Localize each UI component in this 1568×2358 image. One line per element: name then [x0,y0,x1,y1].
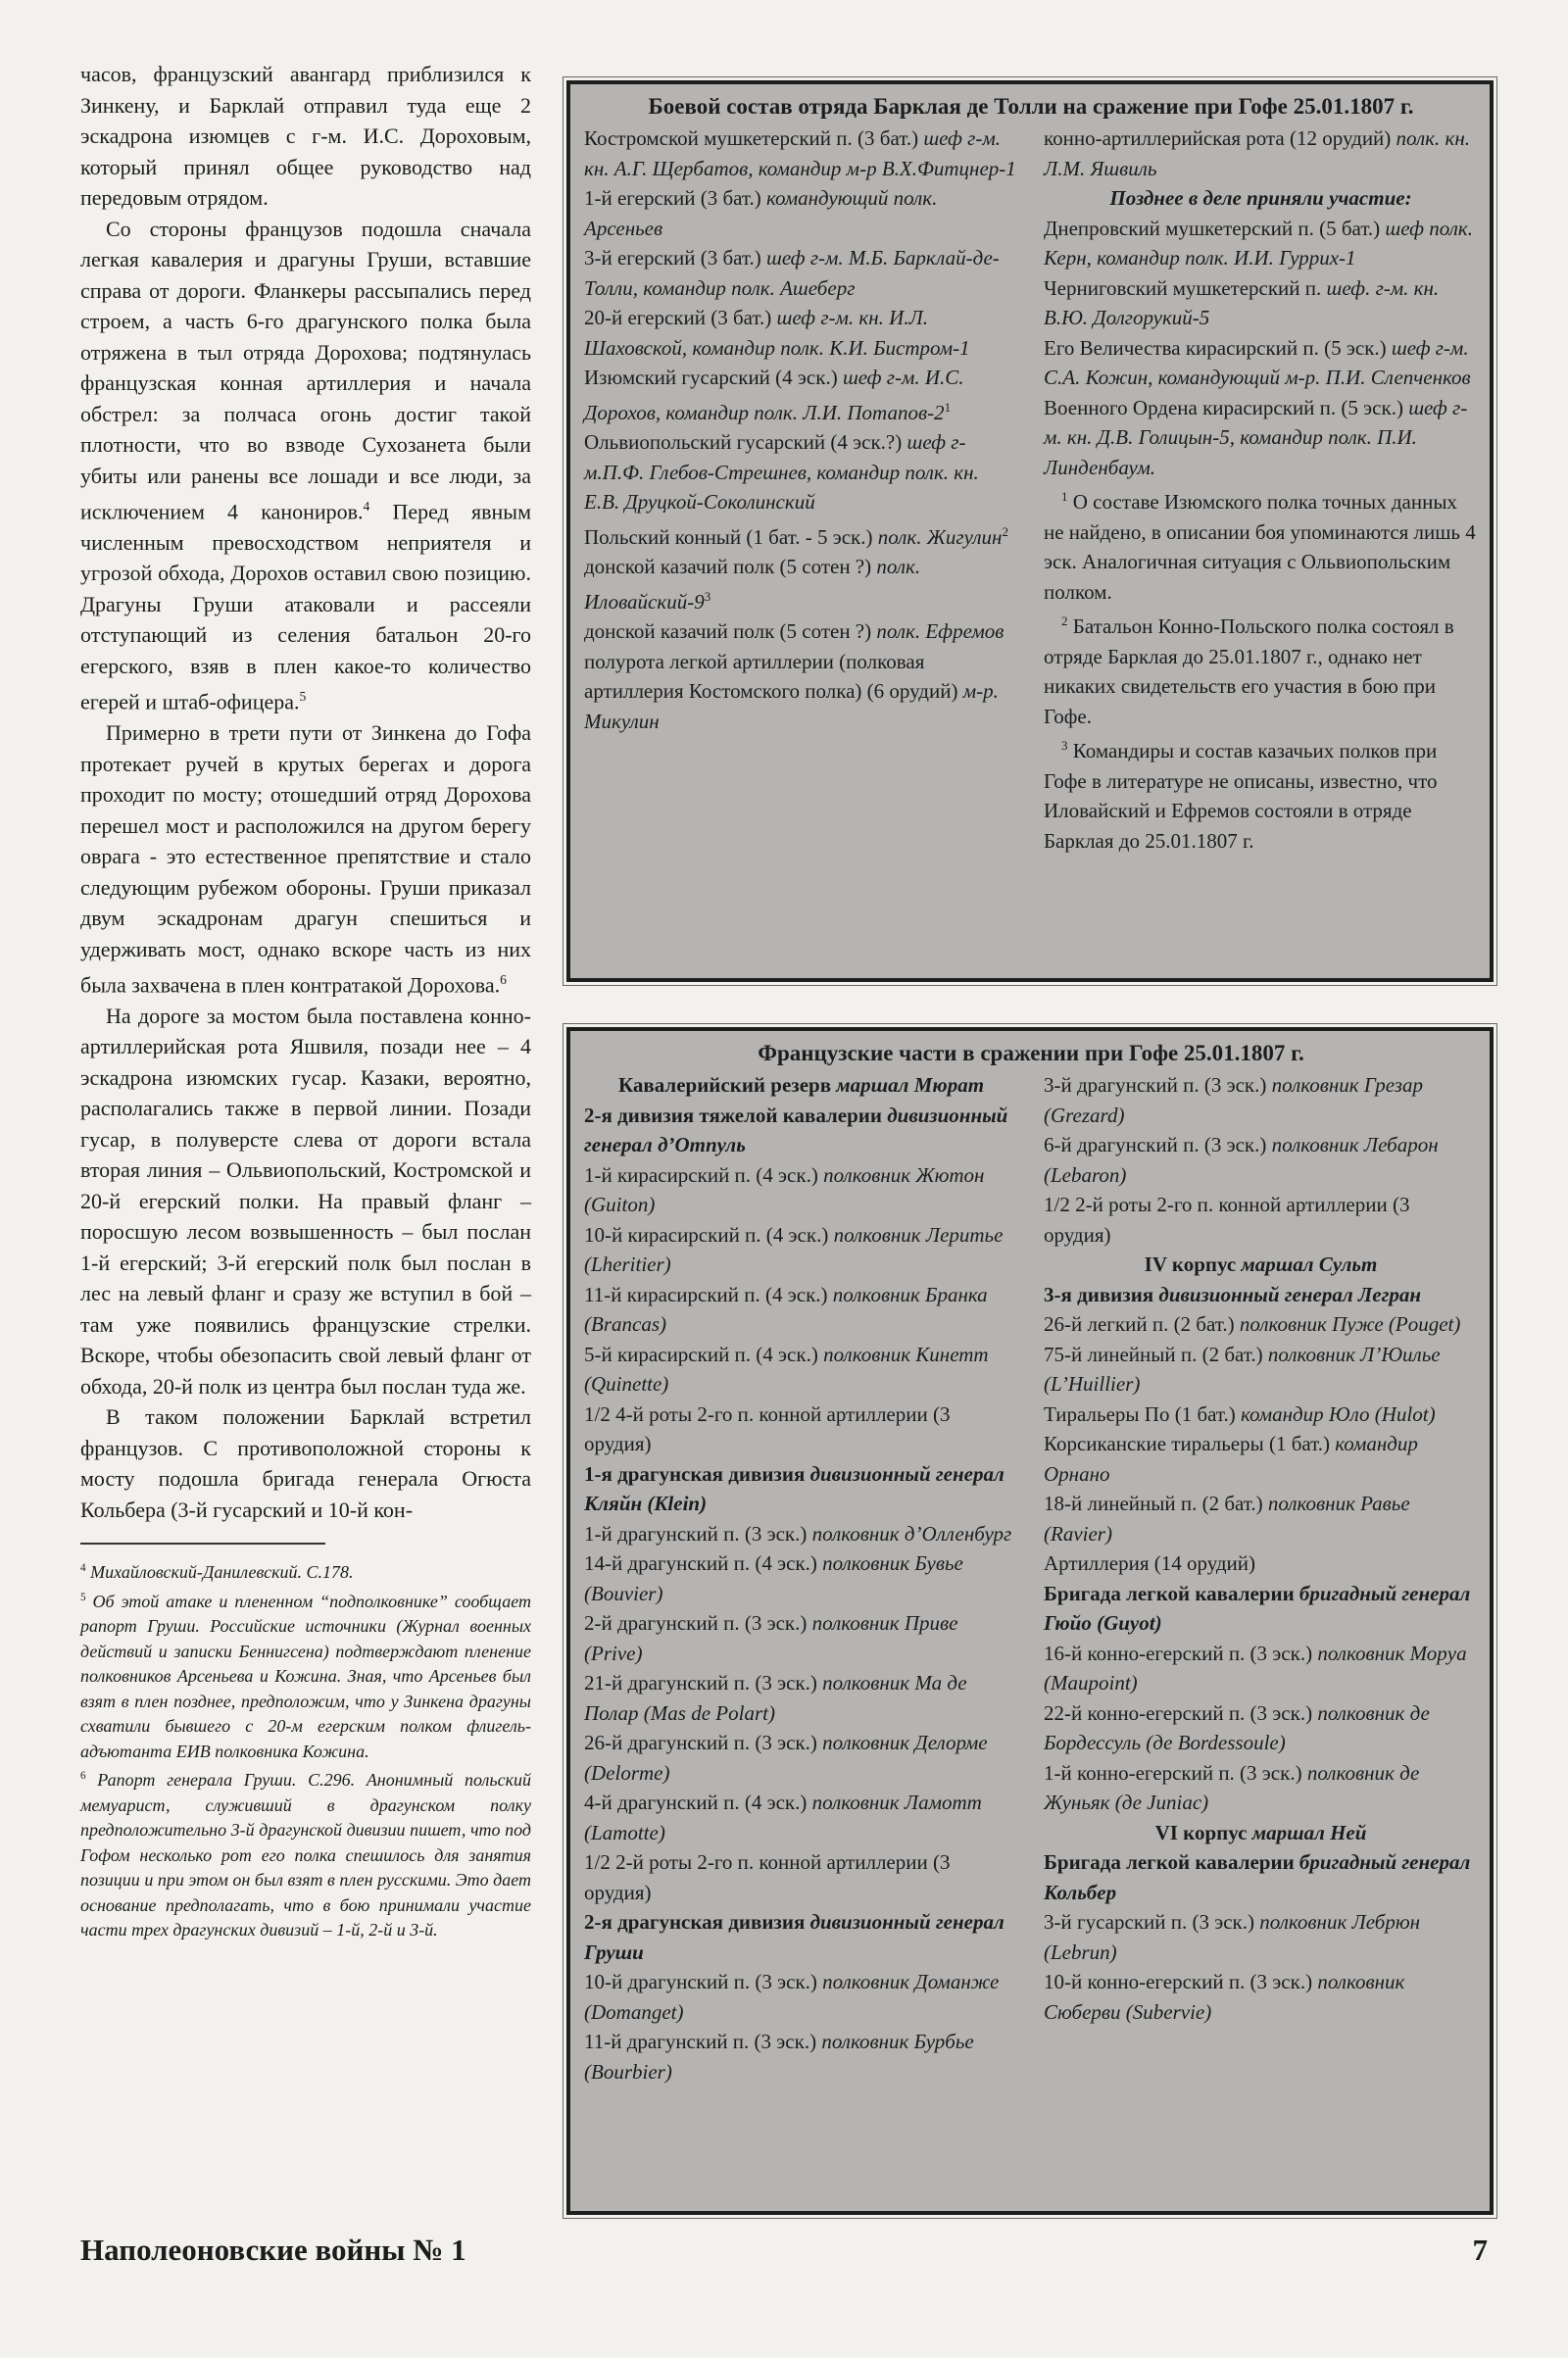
unit-entry [1044,1309,1478,1340]
footnote-5: $^5$ Об этой атаке и плененном “подполковнике” сообщает рапорт Груши. Российские источники (Журнал военных действий и записки Беннигсена) подтверждают пленение полковников Арсеньева и Кожина. Зная, что Арсеньев был взят в плен позднее, предположим, что у Зинкена драгуны схватили бывшего с 20-м егерским полком флигель-адъютанта ЕИВ полковника Кожина. [80,1591,532,1761]
commander: полковник Бурбье (Bourbier) [584,2030,974,2084]
division-heading [584,1459,1018,1519]
box2-left-column [584,1070,1018,2087]
unit-entry [1044,1548,1478,1579]
unit-name: 11-й драгунский п. (3 эск.) [584,2030,817,2053]
french-units-box [566,1027,1494,2215]
paragraph-5: В таком положении Барклай встретил французов. С противоположной стороны к мосту подошла бригада генерала Огюста Кольбера (3-й гусарский и 10-й кон- [80,1404,531,1522]
unit-name: 10-й драгунский п. (3 эск.) [584,1970,817,1993]
commander: полк. Ефремов [876,619,1004,643]
commander: дивизионный генерал Легран [1158,1282,1421,1306]
box2-title: Французские части в сражении при Гофе 25.01.1807 г. [758,1041,1304,1065]
unit-name: Костромской мушкетерский п. (3 бат.) [584,126,919,150]
unit-name: 1-й егерский (3 бат.) [584,186,761,210]
unit-entry [1044,273,1478,333]
unit-entry [584,1160,1018,1220]
commander: бригадный генерал Кольбер [1044,1850,1471,1904]
journal-title: Наполеоновские войны № 1 [80,2233,466,2267]
division-heading [584,1101,1018,1160]
note-number: 1 [1061,489,1068,504]
unit-name: полурота легкой артиллерии (полковая артиллерия Костомского полка) (6 орудий) [584,649,958,703]
division-heading [1044,1579,1478,1639]
corps-heading [584,1070,1018,1101]
commander: полковник Моpуа (Maupoint) [1044,1641,1467,1695]
commander: полковник Пуже (Pouget) [1239,1312,1461,1336]
unit-name: 2-я дивизия тяжелой кавалерии [584,1103,883,1127]
unit-entry [584,183,1018,243]
commander: бригадный генерал Гюйо (Guyot) [1044,1581,1471,1635]
footnotes [80,1556,531,1943]
unit-name: 3-й драгунский п. (3 эск.) [1044,1073,1267,1097]
commander: полковник де Бордессуль (де Bordessoule) [1044,1700,1430,1754]
commander: шеф. г-м. кн. В.Ю. Долгорукий-5 [1044,275,1440,329]
paragraph-3: Примерно в трети пути от Зинкена до Гофа протекает ручей в крутых берегах и дорога проходит по мосту; отошедший отряд Дорохова перешел мост и расположился на другом берегу оврага - это естественное препятствие и стало следующим рубежом обороны. Груши приказал двум эскадронам драгун спешиться и удерживать мост, однако вскоре часть из них была захвачена в плен контратакой Дорохова.$^6$ [80,720,531,998]
footnote-divider [80,1543,325,1545]
unit-name: 2-я драгунская дивизия [584,1910,806,1934]
unit-entry [584,123,1018,183]
note-ref: 1 [944,399,952,415]
box1-left-column [584,123,1018,856]
unit-name: 11-й кирасирский п. (4 эск.) [584,1282,828,1306]
commander: полковник Лебрюн (Lebrun) [1044,1910,1421,1964]
box-note [1044,482,1478,607]
unit-name: 5-й кирасирский п. (4 эск.) [584,1342,818,1366]
paragraph-1: часов, французский авангард приблизился к Зинкену, и Барклай отправил туда еще 2 эскадрона изюмцев с г-м. И.С. Дороховым, который принял общее руководство над передовым отрядом. [80,62,531,210]
division-heading [1044,1847,1478,1907]
unit-name: 16-й конно-егерский п. (3 эск.) [1044,1641,1313,1665]
unit-name: Бригада легкой кавалерии [1044,1850,1295,1874]
unit-entry [1044,1907,1478,1967]
unit-name: Артиллерия (14 орудий) [1044,1551,1256,1575]
note-number: 2 [1061,614,1068,628]
commander: маршал Мюрат [836,1073,985,1097]
corps-heading [1044,1818,1478,1848]
footnote-ref-4: 4 [363,499,370,514]
commander: полк. Иловайский-9 [584,555,921,614]
unit-entry [584,303,1018,363]
commander: шеф г-м. кн. Д.В. Голицын-5, командир полк. П.И. Линденбаум. [1044,395,1468,479]
note-text: О составе Изюмского полка точных данных не найдено, в описании боя упоминаются лишь 4 эск. Аналогичная ситуация с Ольвиопольским полком. [1044,490,1476,604]
box-note [1044,731,1478,856]
unit-entry [584,1668,1018,1728]
commander: командир Орнано [1044,1432,1418,1486]
unit-name: конно-артиллерийская рота (12 орудий) [1044,126,1392,150]
unit-name: 20-й егерский (3 бат.) [584,306,772,329]
commander: дивизионный генерал Кляйн (Klein) [584,1461,1004,1515]
unit-entry [584,1548,1018,1608]
unit-entry [584,427,1018,517]
unit-entry [584,1340,1018,1400]
unit-name: Его Величества кирасирский п. (5 эск.) [1044,335,1387,360]
unit-entry [1044,333,1478,393]
unit-name: Днепровский мушкетерский п. (5 бат.) [1044,216,1381,240]
unit-name: 4-й драгунский п. (4 эск.) [584,1791,808,1814]
unit-entry [1044,1489,1478,1548]
unit-name: 1/2 2-й роты 2-го п. конной артиллерии (3 орудия) [1044,1193,1410,1247]
commander: дивизионный генерал д’Отпуль [584,1103,1008,1156]
footnote-6: $^6$ Рапорт генерала Груши. С.296. Анонимный польский мемуарист, служивший в драгунском полку предположительно 3-й драгунской дивизии пишет, что под Гофом несколько рот его полка спешилось для занятия позиции и при этом он был взят в плен русскими. Это дает основание предполагать, что в бою принимали участие части трех драгунских дивизий – 1-й, 2-й и 3-й. [80,1770,531,1940]
unit-name: донской казачий полк (5 сотен ?) [584,555,872,578]
commander: полковник де Жуньяк (де Juniac) [1044,1760,1420,1814]
commander: шеф г-м. С.А. Кожин, командующий м-р. П.И. Слепченков [1044,335,1471,389]
unit-name: 2-й драгунский п. (3 эск.) [584,1611,808,1635]
unit-entry [584,1788,1018,1847]
box2-right-column [1044,1070,1478,2087]
commander: полк. кн. Л.М. Яшвиль [1044,126,1470,180]
unit-entry [1044,1400,1478,1430]
commander: шеф г-м. кн. А.Г. Щербатов, командир м-р В.Х.Фитцнер-1 [584,126,1016,180]
unit-name: 3-й гусарский п. (3 эск.) [1044,1910,1255,1934]
note-text: Командиры и состав казачьих полков при Гофе в литературе не описаны, известно, что Иловайский и Ефремов состояли в отряде Барклая до 25.01.1807 г. [1044,739,1438,853]
unit-name: VI корпус [1154,1820,1248,1844]
page-number: 7 [1472,2233,1488,2267]
commander: полковник Ламотт (Lamotte) [584,1791,982,1844]
unit-entry [584,1220,1018,1280]
unit-name: 1-й драгунский п. (3 эск.) [584,1521,808,1546]
commander: полковник Бранка (Brancas) [584,1282,988,1336]
unit-name: 21-й драгунский п. (3 эск.) [584,1671,817,1695]
unit-name: Тиральеры По (1 бат.) [1044,1401,1236,1426]
unit-entry [1044,1070,1478,1130]
division-heading [584,1907,1018,1967]
unit-name: Кавалерийский резерв [617,1073,832,1097]
unit-entry [584,647,1018,737]
commander: шеф г-м.П.Ф. Глебов-Стрешнев, командир полк. кн. Е.В. Друцкой-Соколинский [584,430,979,514]
note-number: 3 [1061,738,1068,753]
unit-name: Военного Ордена кирасирский п. (5 эск.) [1044,395,1403,419]
unit-name: 3-я дивизия [1044,1282,1154,1306]
unit-entry [584,1847,1018,1907]
unit-entry [584,1400,1018,1459]
unit-name: IV корпус [1144,1253,1237,1276]
commander: полковник Сюберви (Subervie) [1044,1970,1405,2024]
commander: дивизионный генерал Груши [584,1910,1004,1964]
unit-entry [584,552,1018,616]
unit-entry [584,2027,1018,2087]
note-ref: 2 [1002,523,1008,539]
unit-entry [1044,1340,1478,1400]
paragraph-4: На дороге за мостом была поставлена конно-артиллерийская рота Яшвиля, позади нее – 4 эскадрона изюмских гусар. Казаки, вероятно, располагались также в первой линии. Позади гусар, в полуверсте слева от дороги встала вторая линия – Ольвиопольский, Костромской и 20-й егерский полки. На правый фланг – поросшую лесом возвышенность – был послан 1-й егерский; 3-й егерский полк был послан в лес на левый фланг и сразу же вступил в бой – там уже появились французские стрелки. Вскоре, чтобы обезопасить свой левый фланг от обхода, 20-й полк из центра был послан туда же. [80,1003,531,1399]
commander: полковник Делорме (Delorme) [584,1731,988,1785]
unit-name: Корсиканские тиральеры (1 бат.) [1044,1432,1331,1455]
unit-name: 10-й кирасирский п. (4 эск.) [584,1222,829,1247]
commander: шеф г-м. И.С. Дорохов, командир полк. Л.И. Потапов-2 [584,366,964,424]
unit-name: Ольвиопольский гусарский (4 эск.?) [584,430,903,454]
unit-entry [1044,393,1478,483]
commander: полк. Жигулин [877,524,1003,549]
commander: командующий полк. Арсеньев [584,186,938,240]
unit-entry [1044,1758,1478,1818]
unit-entry [1044,1429,1478,1489]
unit-entry [1044,1130,1478,1190]
footnote-4: $^4$ Михайловский-Данилевский. С.178. [80,1562,354,1583]
note-text: Батальон Конно-Польского полка состоял в отряде Барклая до 25.01.1807 г., однако нет никаких свидетельств его участия в бою при Гофе. [1044,614,1454,728]
commander: полковник Ма де Полар (Mas de Polart) [584,1671,967,1725]
unit-name: 1/2 2-й роты 2-го п. конной артиллерии (3 орудия) [584,1850,951,1904]
commander: маршал Ней [1251,1820,1367,1844]
main-text-column [80,59,531,1943]
commander: полковник Доманже (Domanget) [584,1970,1000,2024]
box1-right-column [1044,123,1478,856]
unit-name: 10-й конно-егерский п. (3 эск.) [1044,1970,1313,1993]
box1-title: Боевой состав отряда Барклая де Толли на сражение при Гофе 25.01.1807 г. [648,94,1414,119]
unit-name: 6-й драгунский п. (3 эск.) [1044,1133,1267,1156]
unit-entry [1044,214,1478,273]
unit-entry [584,1967,1018,2027]
unit-name: 1-й кирасирский п. (4 эск.) [584,1162,818,1187]
commander: полковник Леритье (Lheritier) [584,1222,1004,1276]
commander: полковник Бувье (Bouvier) [584,1551,963,1605]
commander: полковник Приве (Prive) [584,1611,958,1665]
note-ref: 3 [704,588,711,604]
unit-entry [584,1728,1018,1788]
unit-entry [584,1280,1018,1340]
commander: командир Юло (Hulot) [1241,1401,1436,1426]
commander: полковник Лебарон (Lebaron) [1044,1133,1439,1187]
unit-name: 26-й драгунский п. (3 эск.) [584,1731,817,1754]
unit-name: Изюмский гусарский (4 эск.) [584,366,838,389]
commander: полковник Равье (Ravier) [1044,1492,1410,1546]
commander: шеф г-м. кн. И.Л. Шаховской, командир полк. К.И. Бистром-1 [584,306,970,360]
unit-name: 1/2 4-й роты 2-го п. конной артиллерии (3 орудия) [584,1401,951,1455]
footnote-ref-5: 5 [299,689,307,705]
unit-entry [584,616,1018,647]
unit-entry [1044,1190,1478,1250]
commander: полковник д’Олленбург [811,1521,1012,1546]
footnote-ref-6: 6 [500,972,507,988]
unit-name: 18-й линейный п. (2 бат.) [1044,1492,1263,1515]
unit-entry [584,243,1018,303]
unit-entry [1044,1967,1478,2027]
unit-entry [584,1608,1018,1668]
corps-heading [1044,1250,1478,1280]
unit-name: 1-й конно-егерский п. (3 эск.) [1044,1760,1302,1785]
unit-entry [584,1519,1018,1549]
division-heading [1044,1280,1478,1310]
commander: шеф полк. Керн, командир полк. И.И. Гуррих-1 [1044,216,1473,270]
paragraph-2: Со стороны французов подошла сначала легкая кавалерия и драгуны Груши, вставшие справа от дороги. Фланкеры рассыпались перед строем, а часть 6-го драгунского полка была отряжена в тыл отряда Дорохова; подтянулась французская конная артиллерия и начала обстрел: за полчаса огонь достиг такой плотности, что во взводе Сухозанета были убиты или ранены все лошади и все люди, за исключением 4 канониров.$^4$ Перед явным численным превосходством неприятеля и угрозой обхода, Дорохов оставил свою позицию. Драгуны Груши атаковали и рассеяли отступающий из селения батальон 20-го егерского, взяв в плен какое-то количество егерей и штаб-офицера.$^5$ [80,216,531,714]
unit-entry [1044,123,1478,183]
commander: м-р. Микулин [584,679,999,733]
unit-name: Черниговский мушкетерский п. [1044,275,1322,300]
unit-name: 75-й линейный п. (2 бат.) [1044,1342,1263,1366]
unit-name: 14-й драгунский п. (4 эск.) [584,1551,817,1575]
unit-name: 1-я драгунская дивизия [584,1461,806,1486]
russian-order-of-battle-box [566,80,1494,982]
unit-name: Бригада легкой кавалерии [1044,1581,1295,1605]
unit-name: донской казачий полк (5 сотен ?) [584,619,872,643]
commander: полковник Л’Юилье (L’Huillier) [1044,1342,1441,1396]
unit-name: 26-й легкий п. (2 бат.) [1044,1312,1235,1336]
commander: полковник Кинетт (Quinette) [584,1342,989,1396]
unit-entry [584,363,1018,427]
commander: полковник Грезар (Grezard) [1044,1073,1423,1127]
unit-name: 3-й егерский (3 бат.) [584,246,761,270]
unit-name: Польский конный (1 бат. - 5 эск.) [584,524,873,549]
commander: шеф г-м. М.Б. Барклай-де-Толли, командир полк. Ашеберг [584,246,1000,300]
unit-name: 22-й конно-егерский п. (3 эск.) [1044,1700,1313,1725]
commander: маршал Сульт [1241,1253,1378,1276]
later-heading: Позднее в деле приняли участие: [1109,186,1412,210]
unit-entry [584,517,1018,553]
unit-entry [1044,1698,1478,1758]
commander: полковник Жютон (Guiton) [584,1162,985,1216]
box-note [1044,607,1478,731]
unit-entry [1044,1639,1478,1698]
